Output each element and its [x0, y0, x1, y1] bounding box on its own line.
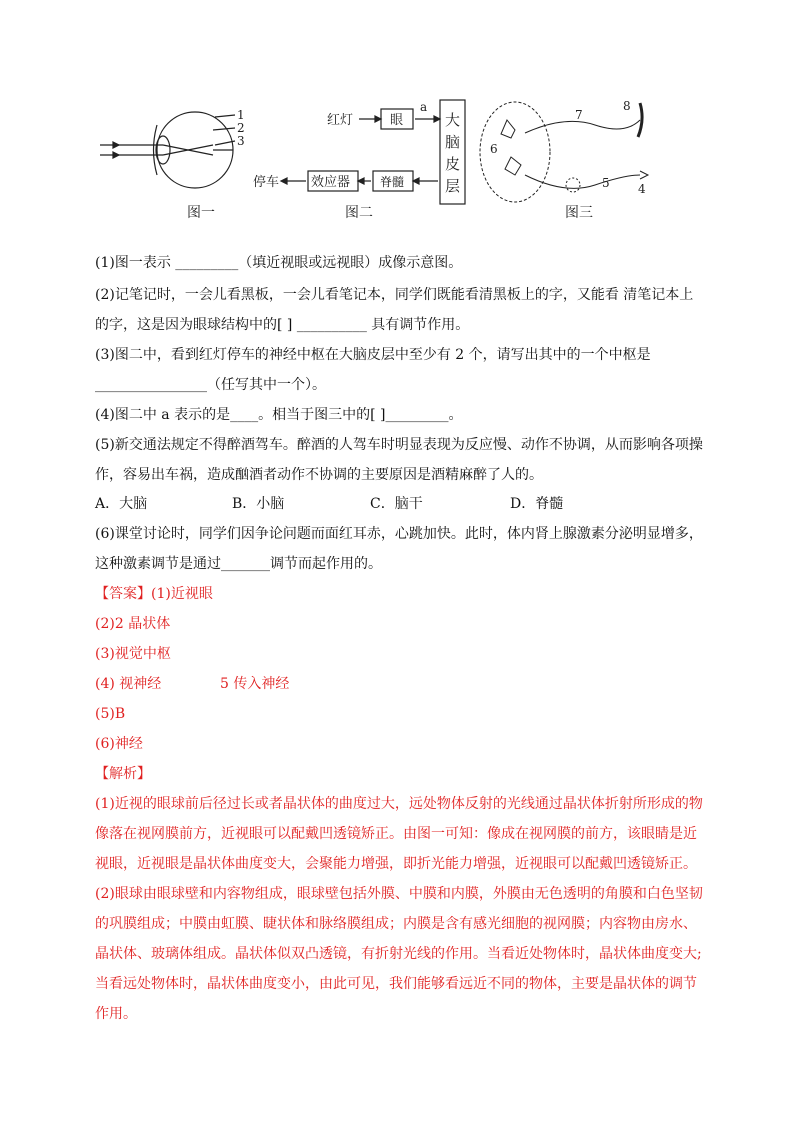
answer-1: (1)近视眼: [151, 586, 213, 602]
fig3-label-8: 8: [623, 99, 631, 113]
label-line-2: [213, 128, 235, 130]
a-label: a: [420, 100, 428, 114]
arrowhead-c: [413, 178, 419, 184]
question-3-line-2: ________________（任写其中一个）。: [95, 377, 326, 393]
analysis-line: 作用。: [95, 1006, 137, 1022]
neuron-body-2: [505, 157, 521, 175]
analysis-line: 晶状体、玻璃体组成。晶状体似双凸透镜，有折射光线的作用。当看近处物体时，晶状体曲度变大;: [95, 946, 702, 962]
lens-shape: [156, 136, 170, 164]
question-6-line-1: (6)课堂讨论时，同学们因争论问题而面红耳赤，心跳加快。此时，体内肾上腺激素分泌明显增多，: [95, 526, 703, 542]
cortex-char-3: 皮: [445, 155, 461, 173]
question-2-line-2: 的字，这是因为眼球结构中的[ ] __________ 具有调节作用。: [95, 317, 470, 333]
cortex-char-2: 脑: [445, 133, 461, 151]
fig3-label-7: 7: [575, 108, 583, 122]
question-3-line-1: (3)图二中，看到红灯停车的神经中枢在大脑皮层中至少有 2 个，请写出其中的一个中枢是: [95, 347, 651, 363]
arrowhead-e: [281, 178, 287, 184]
analysis-line: 像落在视网膜前方，近视眼可以配戴凹透镜矫正。由图一可知：像成在视网膜的前方，该眼睛是近: [95, 826, 697, 842]
fig1-label-1: 1: [237, 108, 245, 122]
eye-label: 眼: [390, 113, 404, 128]
answer-heading: 【答案】: [95, 586, 151, 602]
arrowhead-b: [434, 116, 440, 122]
neuron-body-1: [501, 120, 515, 138]
fig3-caption: 图三: [565, 205, 593, 221]
effector-muscle: [638, 103, 642, 137]
answer-block-line-1: [95, 584, 213, 604]
arrowhead-d: [358, 178, 364, 184]
cortex-char-4: 层: [445, 177, 461, 195]
question-5-line-1: (5)新交通法规定不得醉酒驾车。醉酒的人驾车时明显表现为反应慢、动作不协调，从而影响各项操: [95, 437, 703, 453]
receptor-end: [640, 171, 648, 179]
answer-4-part-2: 5 传入神经: [220, 676, 290, 692]
stop-label: 停车: [253, 175, 280, 190]
spinal-label: 脊髓: [380, 175, 405, 189]
figures-row: [95, 95, 705, 230]
arrow-head-1: [113, 142, 119, 148]
answer-3: (3)视觉中枢: [95, 646, 171, 662]
question-2-line-1: (2)记笔记时，一会儿看黑板，一会儿看笔记本，同学们既能看清黑板上的字，又能看 清笔记本上: [95, 287, 694, 303]
figure-neurons: [480, 102, 648, 202]
figure-reflex-flow: [281, 100, 465, 204]
fig2-caption: 图二: [345, 205, 373, 221]
fig1-label-3: 3: [237, 134, 245, 148]
fig1-label-2: 2: [237, 121, 245, 135]
fig3-label-4: 4: [638, 182, 646, 196]
analysis-line: 当看远处物体时，晶状体曲度变小，由此可见，我们能够看远近不同的物体，主要是晶状体的调节: [95, 976, 697, 992]
question-5-line-2: 作，容易出车祸，造成酗酒者动作不协调的主要原因是酒精麻醉了人的。: [95, 467, 543, 483]
answer-4-part-1: (4) 视神经: [95, 676, 162, 692]
arrow-head-2: [113, 152, 119, 158]
answer-2: (2)2 晶状体: [95, 616, 171, 632]
question-6-line-2: 这种激素调节是通过_______调节而起作用的。: [95, 556, 382, 572]
option-d: D．脊髓: [510, 496, 564, 512]
red-light-label: 红灯: [327, 113, 354, 128]
option-c: C．脑干: [370, 496, 423, 512]
answer-6: (6)神经: [95, 736, 143, 752]
analysis-line: 的巩膜组成；中膜由虹膜、睫状体和脉络膜组成；内膜是含有感光细胞的视网膜；内容物由房水、: [95, 916, 697, 932]
label-line-1: [215, 115, 235, 117]
ganglion: [566, 178, 580, 192]
fig1-caption: 图一: [187, 205, 215, 221]
analysis-heading: 【解析】: [95, 766, 151, 782]
answer-5: (5)B: [95, 706, 126, 722]
effector-label: 效应器: [311, 175, 351, 190]
fig3-label-6: 6: [490, 142, 498, 156]
option-a: A．大脑: [95, 496, 148, 512]
arrowhead-a: [375, 116, 381, 122]
option-b: B．小脑: [232, 496, 285, 512]
cortex-char-1: 大: [445, 111, 461, 129]
analysis-line: 视眼，近视眼是晶状体曲度变大，会聚能力增强，即折光能力增强，近视眼可以配戴凹透镜矫正。: [95, 856, 697, 872]
question-1: (1)图一表示 _________（填近视眼或远视眼）成像示意图。: [95, 255, 463, 271]
fig3-label-5: 5: [602, 176, 610, 190]
question-4: (4)图二中 a 表示的是____。相当于图三中的[ ]_________。: [95, 407, 463, 423]
analysis-line: (1)近视的眼球前后径过长或者晶状体的曲度过大，远处物体反射的光线通过晶状体折射所形成的物: [95, 796, 703, 812]
figure-eye: [100, 112, 235, 188]
figures-svg: [95, 95, 705, 230]
afferent-nerve: [525, 175, 640, 188]
analysis-line: (2)眼球由眼球壁和内容物组成，眼球壁包括外膜、中膜和内膜，外膜由无色透明的角膜和白色坚韧: [95, 886, 703, 902]
